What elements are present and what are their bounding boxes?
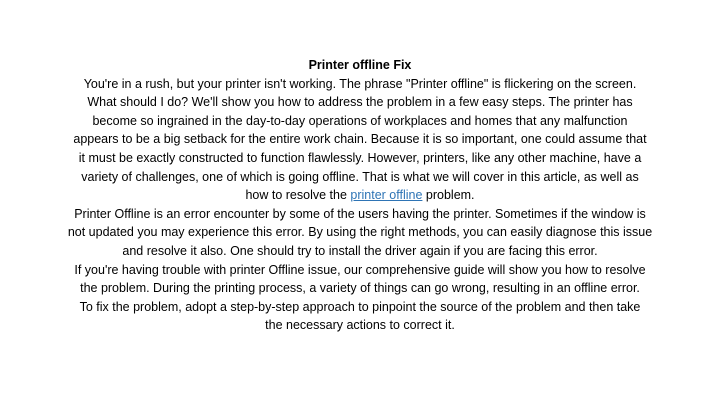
printer-offline-link[interactable]: printer offline [350,188,423,203]
document-body [0,56,720,335]
paragraph-guide: If you're having trouble with printer Offline issue, our comprehensive guide will show you how to resolve the problem. During the printing process, a variety of things can go wrong, resulting in an offline error. [74,262,646,296]
paragraph-intro-tail: problem. [422,188,475,203]
paragraph-fix-approach: To fix the problem, adopt a step-by-step approach to pinpoint the source of the problem and then take the necessary actions to correct it. [79,299,641,333]
paragraph-intro [70,75,650,205]
paragraph-error-description: Printer Offline is an error encounter by some of the users having the printer. Sometimes if the window is not updated you may experience this error. By using the right methods, you can easily diagnose this issue and resolve it also. One should try to install the driver again if you are facing this error. [67,206,653,258]
document-title: Printer offline Fix [308,58,412,72]
paragraph-intro-text: You're in a rush, but your printer isn't working. The phrase "Printer offline" is flickering on the screen. What should I do? We'll show you how to address the problem in a few easy steps. The printer has become so ingrained in the day-to-day operations of workplaces and homes that any malfunction appears to be a big setback for the entire work chain. Because it is so important, one could assume that it must be exactly constructed to function flawlessly. However, printers, like any other machine, have a variety of challenges, one of which is going offline. That is what we will cover in this article, as well as how to resolve the [73,76,647,203]
